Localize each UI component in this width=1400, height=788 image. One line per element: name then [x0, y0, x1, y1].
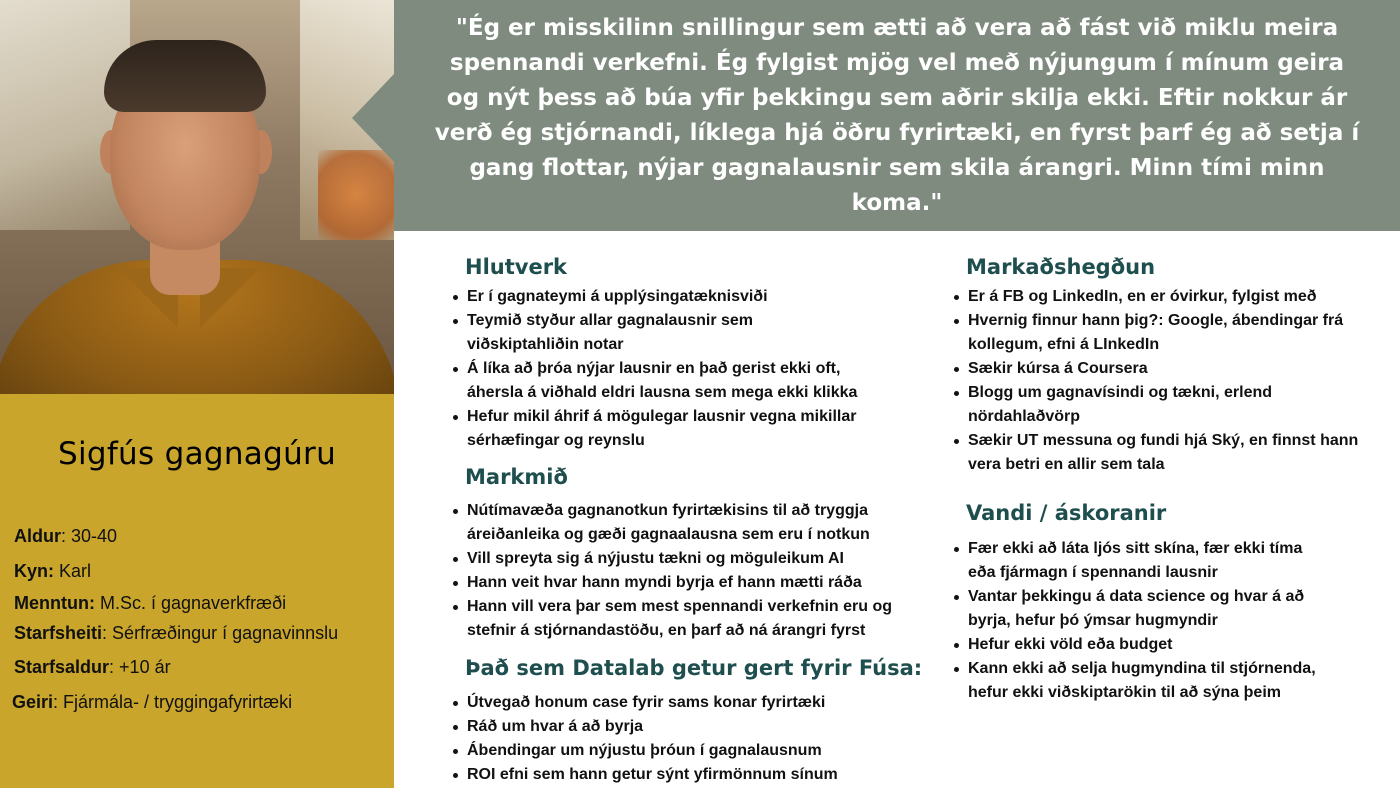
- quote-box: [394, 0, 1400, 231]
- attr-job-title: [14, 623, 338, 644]
- section-title-vandi: Vandi / áskoranir: [966, 501, 1167, 525]
- attr-seniority-value: +10 ár: [119, 657, 171, 677]
- attr-seniority-label: Starfsaldur: [14, 657, 110, 677]
- persona-name: Sigfús gagnagúru: [57, 436, 337, 472]
- list-item: Fær ekki að láta ljós sitt skína, fær ekki tíma eða fjármagn í spennandi lausnir: [968, 537, 1318, 585]
- list-item: Vantar þekkingu á data science og hvar á að byrja, hefur þó ýmsar hugmyndir: [968, 585, 1318, 633]
- list-item: Blogg um gagnavísindi og tækni, erlend nördahlaðvörp: [968, 381, 1298, 429]
- list-item: Kann ekki að selja hugmyndina til stjórnenda, hefur ekki viðskiptarökin til að sýna þeim: [968, 657, 1338, 705]
- attr-job-title-label: Starfsheiti: [14, 623, 103, 643]
- attr-age: [14, 526, 117, 547]
- section-title-datalab: Það sem Datalab getur gert fyrir Fúsa:: [465, 656, 923, 680]
- attr-gender: [14, 561, 91, 582]
- attr-sector-label: Geiri: [12, 692, 54, 712]
- list-item: Er á FB og LinkedIn, en er óvirkur, fylgist með: [968, 285, 1388, 309]
- attr-gender-label: Kyn:: [14, 561, 54, 581]
- list-datalab: [449, 691, 917, 787]
- section-title-markadshegdun: Markaðshegðun: [966, 255, 1156, 279]
- attr-education-value: M.Sc. í gagnaverkfræði: [100, 593, 287, 613]
- profile-panel: [0, 394, 394, 788]
- list-item: ROI efni sem hann getur sýnt yfirmönnum sínum: [467, 763, 917, 787]
- attr-age-label: Aldur: [14, 526, 61, 546]
- attr-sector: [12, 692, 292, 713]
- list-item: Sækir kúrsa á Coursera: [968, 357, 1388, 381]
- attr-age-value: 30-40: [71, 526, 118, 546]
- photo-hair: [104, 40, 266, 112]
- attr-age-sep: :: [61, 526, 72, 546]
- attr-job-title-sep: :: [102, 623, 113, 643]
- list-item: Teymið styður allar gagnalausnir sem viðskiptahliðin notar: [467, 309, 787, 357]
- list-markmid: [449, 499, 917, 643]
- persona-photo: [0, 0, 394, 394]
- attr-education-label: Menntun:: [14, 593, 95, 613]
- list-item: Sækir UT messuna og fundi hjá Ský, en finnst hann vera betri en allir sem tala: [968, 429, 1368, 477]
- attr-gender-value: Karl: [59, 561, 92, 581]
- attr-seniority-sep: :: [109, 657, 120, 677]
- list-item: Hefur ekki völd eða budget: [968, 633, 1388, 657]
- photo-background-window: [0, 0, 130, 230]
- list-markadshegdun: [950, 285, 1388, 477]
- list-item: Hann vill vera þar sem mest spennandi verkefnin eru og stefnir á stjórnandastöðu, en þarf að ná árangri fyrst: [467, 595, 907, 643]
- attr-sector-value: Fjármála- / tryggingafyrirtæki: [63, 692, 293, 712]
- quote-text: "Ég er misskilinn snillingur sem ætti að vera að fást við miklu meira spennandi verkefni. Ég fylgist mjög vel með nýjungum í mínum geira og nýt þess að búa yfir þekkingu sem aðrir skilja ekki. Eftir nokkur ár verð ég stjórnandi, líklega hjá öðru fyrirtæki, en fyrst þarf ég að setja í gang flottar, nýjar gagnalausnir sem skila árangri. Minn tími minn koma.": [434, 14, 1360, 216]
- list-item: Er í gagnateymi á upplýsingatæknisviði: [467, 285, 917, 309]
- quote-pointer: [352, 74, 394, 162]
- section-title-markmid: Markmið: [465, 465, 568, 489]
- list-item: Hefur mikil áhrif á mögulegar lausnir vegna mikillar sérhæfingar og reynslu: [467, 405, 872, 453]
- attr-sector-sep: :: [53, 692, 64, 712]
- list-item: Nútímavæða gagnanotkun fyrirtækisins til að tryggja áreiðanleika og gæði gagnaalausna sem eru í notkun: [467, 499, 887, 547]
- list-item: Á líka að þróa nýjar lausnir en það gerist ekki oft, áhersla á viðhald eldri lausna sem mega ekki klikka: [467, 357, 872, 405]
- list-item: Útvegað honum case fyrir sams konar fyrirtæki: [467, 691, 917, 715]
- list-item: Ábendingar um nýjustu þróun í gagnalausnum: [467, 739, 917, 763]
- section-title-hlutverk: Hlutverk: [465, 255, 568, 279]
- photo-background-light: [318, 150, 394, 240]
- list-item: Vill spreyta sig á nýjustu tækni og möguleikum AI: [467, 547, 917, 571]
- list-item: Hvernig finnur hann þig?: Google, ábendingar frá kollegum, efni á LInkedIn: [968, 309, 1358, 357]
- list-vandi: [950, 537, 1388, 705]
- list-hlutverk: [449, 285, 917, 453]
- list-item: Hann veit hvar hann myndi byrja ef hann mætti ráða: [467, 571, 917, 595]
- attr-seniority: [14, 657, 171, 678]
- attr-education: [14, 593, 286, 614]
- list-item: Ráð um hvar á að byrja: [467, 715, 917, 739]
- attr-job-title-value: Sérfræðingur í gagnavinnslu: [112, 623, 339, 643]
